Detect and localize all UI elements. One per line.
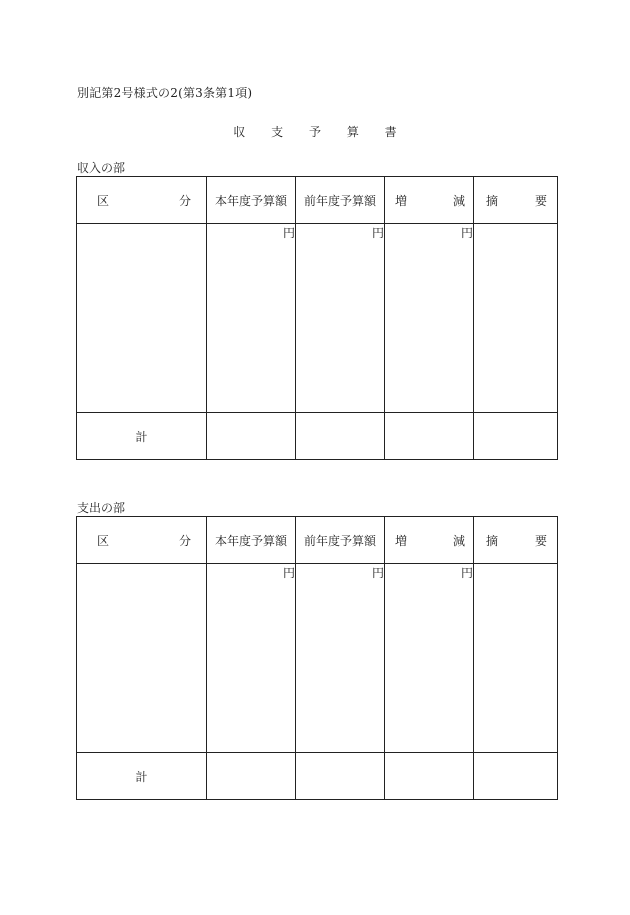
yen-unit: 円	[460, 566, 473, 580]
income-section-label: 収入の部	[77, 161, 126, 175]
expenditure-total-previous-cell[interactable]	[296, 753, 385, 800]
income-table	[76, 176, 558, 460]
category-header	[77, 177, 207, 224]
previous-budget-header-label: 前年度予算額	[303, 533, 376, 548]
income-category-cell[interactable]	[77, 224, 207, 413]
expenditure-change-cell[interactable]	[385, 564, 474, 753]
income-total-change-cell[interactable]	[385, 413, 474, 460]
expenditure-total-current-cell[interactable]	[207, 753, 296, 800]
current-budget-header-label: 本年度予算額	[214, 193, 287, 208]
remarks-header	[474, 177, 558, 224]
expenditure-remarks-cell[interactable]	[474, 564, 558, 753]
title-char: 算	[346, 125, 359, 139]
income-total-previous-cell[interactable]	[296, 413, 385, 460]
title-char: 支	[271, 125, 284, 139]
expenditure-previous-budget-cell[interactable]	[296, 564, 385, 753]
previous-budget-header	[296, 517, 385, 564]
category-header	[77, 517, 207, 564]
change-header-char: 減	[452, 193, 465, 208]
expenditure-body-row	[77, 564, 558, 753]
income-body-row	[77, 224, 558, 413]
income-remarks-cell[interactable]	[474, 224, 558, 413]
category-header-char: 区	[97, 533, 110, 548]
remarks-header	[474, 517, 558, 564]
remarks-header-char: 要	[534, 193, 547, 208]
income-current-budget-cell[interactable]	[207, 224, 296, 413]
expenditure-section-label: 支出の部	[77, 501, 126, 515]
expenditure-total-label: 計	[77, 753, 207, 800]
income-total-current-cell[interactable]	[207, 413, 296, 460]
expenditure-total-row	[77, 753, 558, 800]
expenditure-header-row	[77, 517, 558, 564]
expenditure-total-remarks-cell[interactable]	[474, 753, 558, 800]
change-header-char: 増	[395, 533, 408, 548]
remarks-header-char: 摘	[486, 193, 499, 208]
title-char: 予	[308, 125, 321, 139]
yen-unit: 円	[282, 226, 295, 240]
change-header-char: 増	[395, 193, 408, 208]
expenditure-total-change-cell[interactable]	[385, 753, 474, 800]
title-char: 書	[384, 125, 397, 139]
document-title	[0, 123, 630, 140]
expenditure-current-budget-cell[interactable]	[207, 564, 296, 753]
category-header-char: 分	[178, 193, 191, 208]
category-header-char: 区	[97, 193, 110, 208]
income-total-label: 計	[77, 413, 207, 460]
yen-unit: 円	[460, 226, 473, 240]
previous-budget-header-label: 前年度予算額	[303, 193, 376, 208]
income-total-row	[77, 413, 558, 460]
yen-unit: 円	[371, 226, 384, 240]
expenditure-category-cell[interactable]	[77, 564, 207, 753]
income-previous-budget-cell[interactable]	[296, 224, 385, 413]
title-char: 収	[233, 125, 246, 139]
current-budget-header	[207, 177, 296, 224]
change-header-char: 減	[452, 533, 465, 548]
remarks-header-char: 要	[534, 533, 547, 548]
expenditure-table	[76, 516, 558, 800]
change-header	[385, 517, 474, 564]
current-budget-header	[207, 517, 296, 564]
change-header	[385, 177, 474, 224]
current-budget-header-label: 本年度予算額	[214, 533, 287, 548]
yen-unit: 円	[282, 566, 295, 580]
yen-unit: 円	[371, 566, 384, 580]
previous-budget-header	[296, 177, 385, 224]
category-header-char: 分	[178, 533, 191, 548]
income-total-remarks-cell[interactable]	[474, 413, 558, 460]
form-reference: 別記第2号様式の2(第3条第1項)	[77, 86, 253, 100]
income-change-cell[interactable]	[385, 224, 474, 413]
remarks-header-char: 摘	[486, 533, 499, 548]
income-header-row	[77, 177, 558, 224]
